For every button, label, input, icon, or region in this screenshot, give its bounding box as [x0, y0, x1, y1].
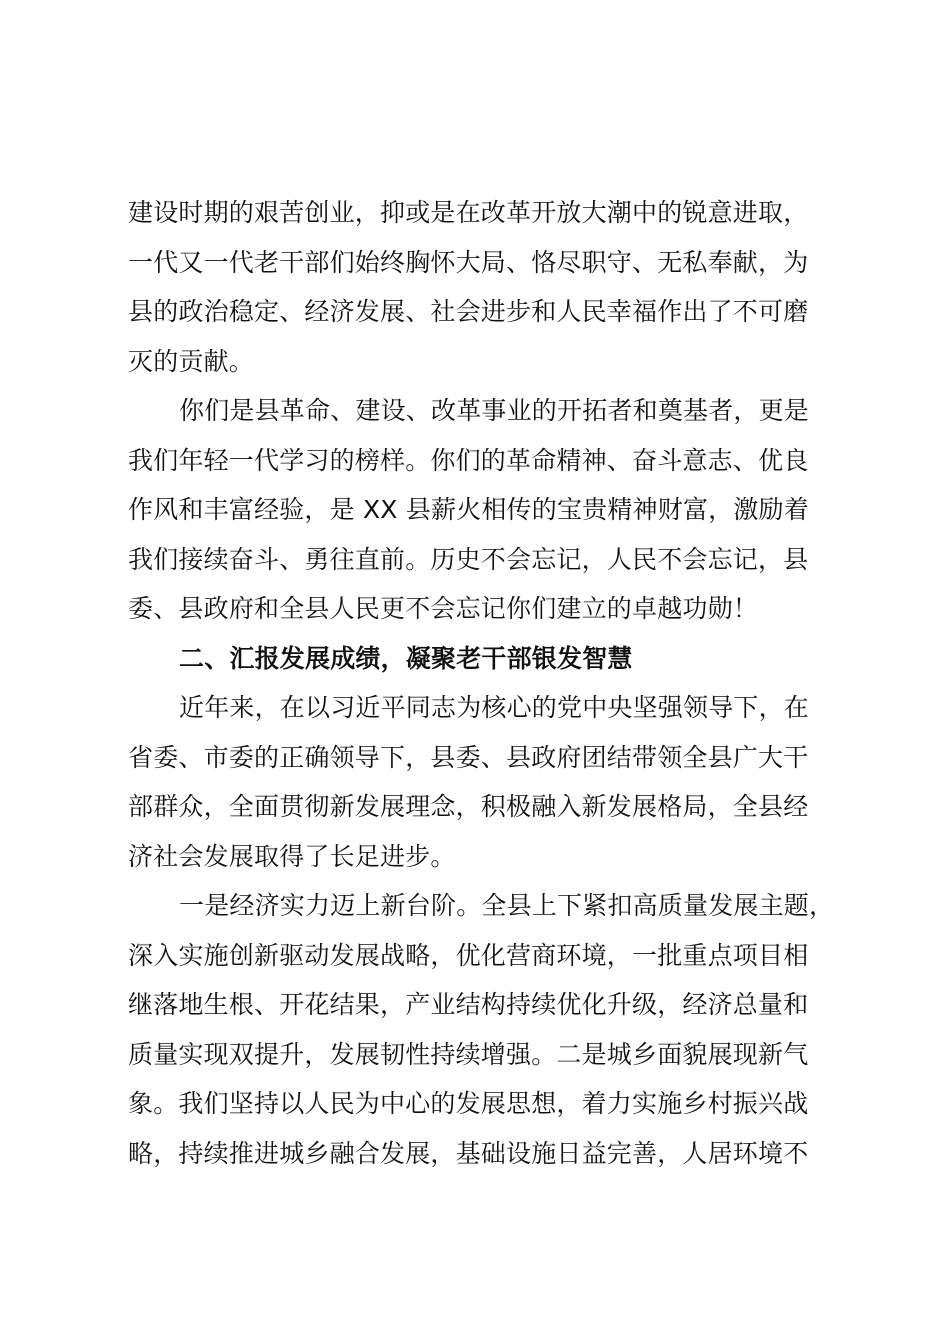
paragraph-line: 质量实现双提升，发展韧性持续增强。二是城乡面貌展现新气: [128, 1039, 809, 1069]
paragraph-line: 县的政治稳定、经济发展、社会进步和人民幸福作出了不可磨: [128, 297, 809, 326]
paragraph-line: 部群众，全面贯彻新发展理念，积极融入新发展格局，全县经: [128, 792, 809, 821]
paragraph-line: 委、县政府和全县人民更不会忘记你们建立的卓越功勋！: [128, 594, 759, 623]
paragraph-line: 一是经济实力迈上新台阶。全县上下紧扣高质量发展主题，: [179, 891, 835, 920]
paragraph-line: 略，持续推进城乡融合发展，基础设施日益完善，人居环境不: [128, 1138, 809, 1168]
paragraph-3: [128, 683, 828, 881]
paragraph-line: 灭的贡献。: [128, 346, 255, 376]
paragraph-line: 作风和丰富经验，是 XX 县薪火相传的宝贵精神财富，激励着: [128, 495, 809, 524]
paragraph-line: 我们年轻一代学习的榜样。你们的革命精神、奋斗意志、优良: [128, 445, 809, 475]
document-page: [128, 188, 835, 1178]
paragraph-line: 你们是县革命、建设、改革事业的开拓者和奠基者，更是: [179, 396, 810, 425]
paragraph-1: [128, 188, 828, 386]
paragraph-line: 象。我们坚持以人民为中心的发展思想，着力实施乡村振兴战: [128, 1089, 809, 1118]
paragraph-line: 一代又一代老干部们始终胸怀大局、恪尽职守、无私奉献，为: [128, 247, 809, 277]
section-heading: [128, 634, 828, 684]
paragraph-line: 近年来，在以习近平同志为核心的党中央坚强领导下，在: [179, 693, 810, 722]
paragraph-line: 济社会发展取得了长足进步。: [128, 841, 456, 871]
paragraph-line: 省委、市委的正确领导下，县委、县政府团结带领全县广大干: [128, 742, 809, 772]
paragraph-4: [128, 881, 835, 1178]
paragraph-line: 深入实施创新驱动发展战略，优化营商环境，一批重点项目相: [128, 940, 809, 970]
paragraph-2: [128, 386, 828, 634]
section-heading-text: 二、汇报发展成绩，凝聚老干部银发智慧: [179, 643, 633, 673]
paragraph-line: 建设时期的艰苦创业，抑或是在改革开放大潮中的锐意进取，: [128, 198, 809, 227]
paragraph-line: 继落地生根、开花结果，产业结构持续优化升级，经济总量和: [128, 990, 809, 1019]
paragraph-line: 我们接续奋斗、勇往直前。历史不会忘记，人民不会忘记，县: [128, 544, 809, 574]
